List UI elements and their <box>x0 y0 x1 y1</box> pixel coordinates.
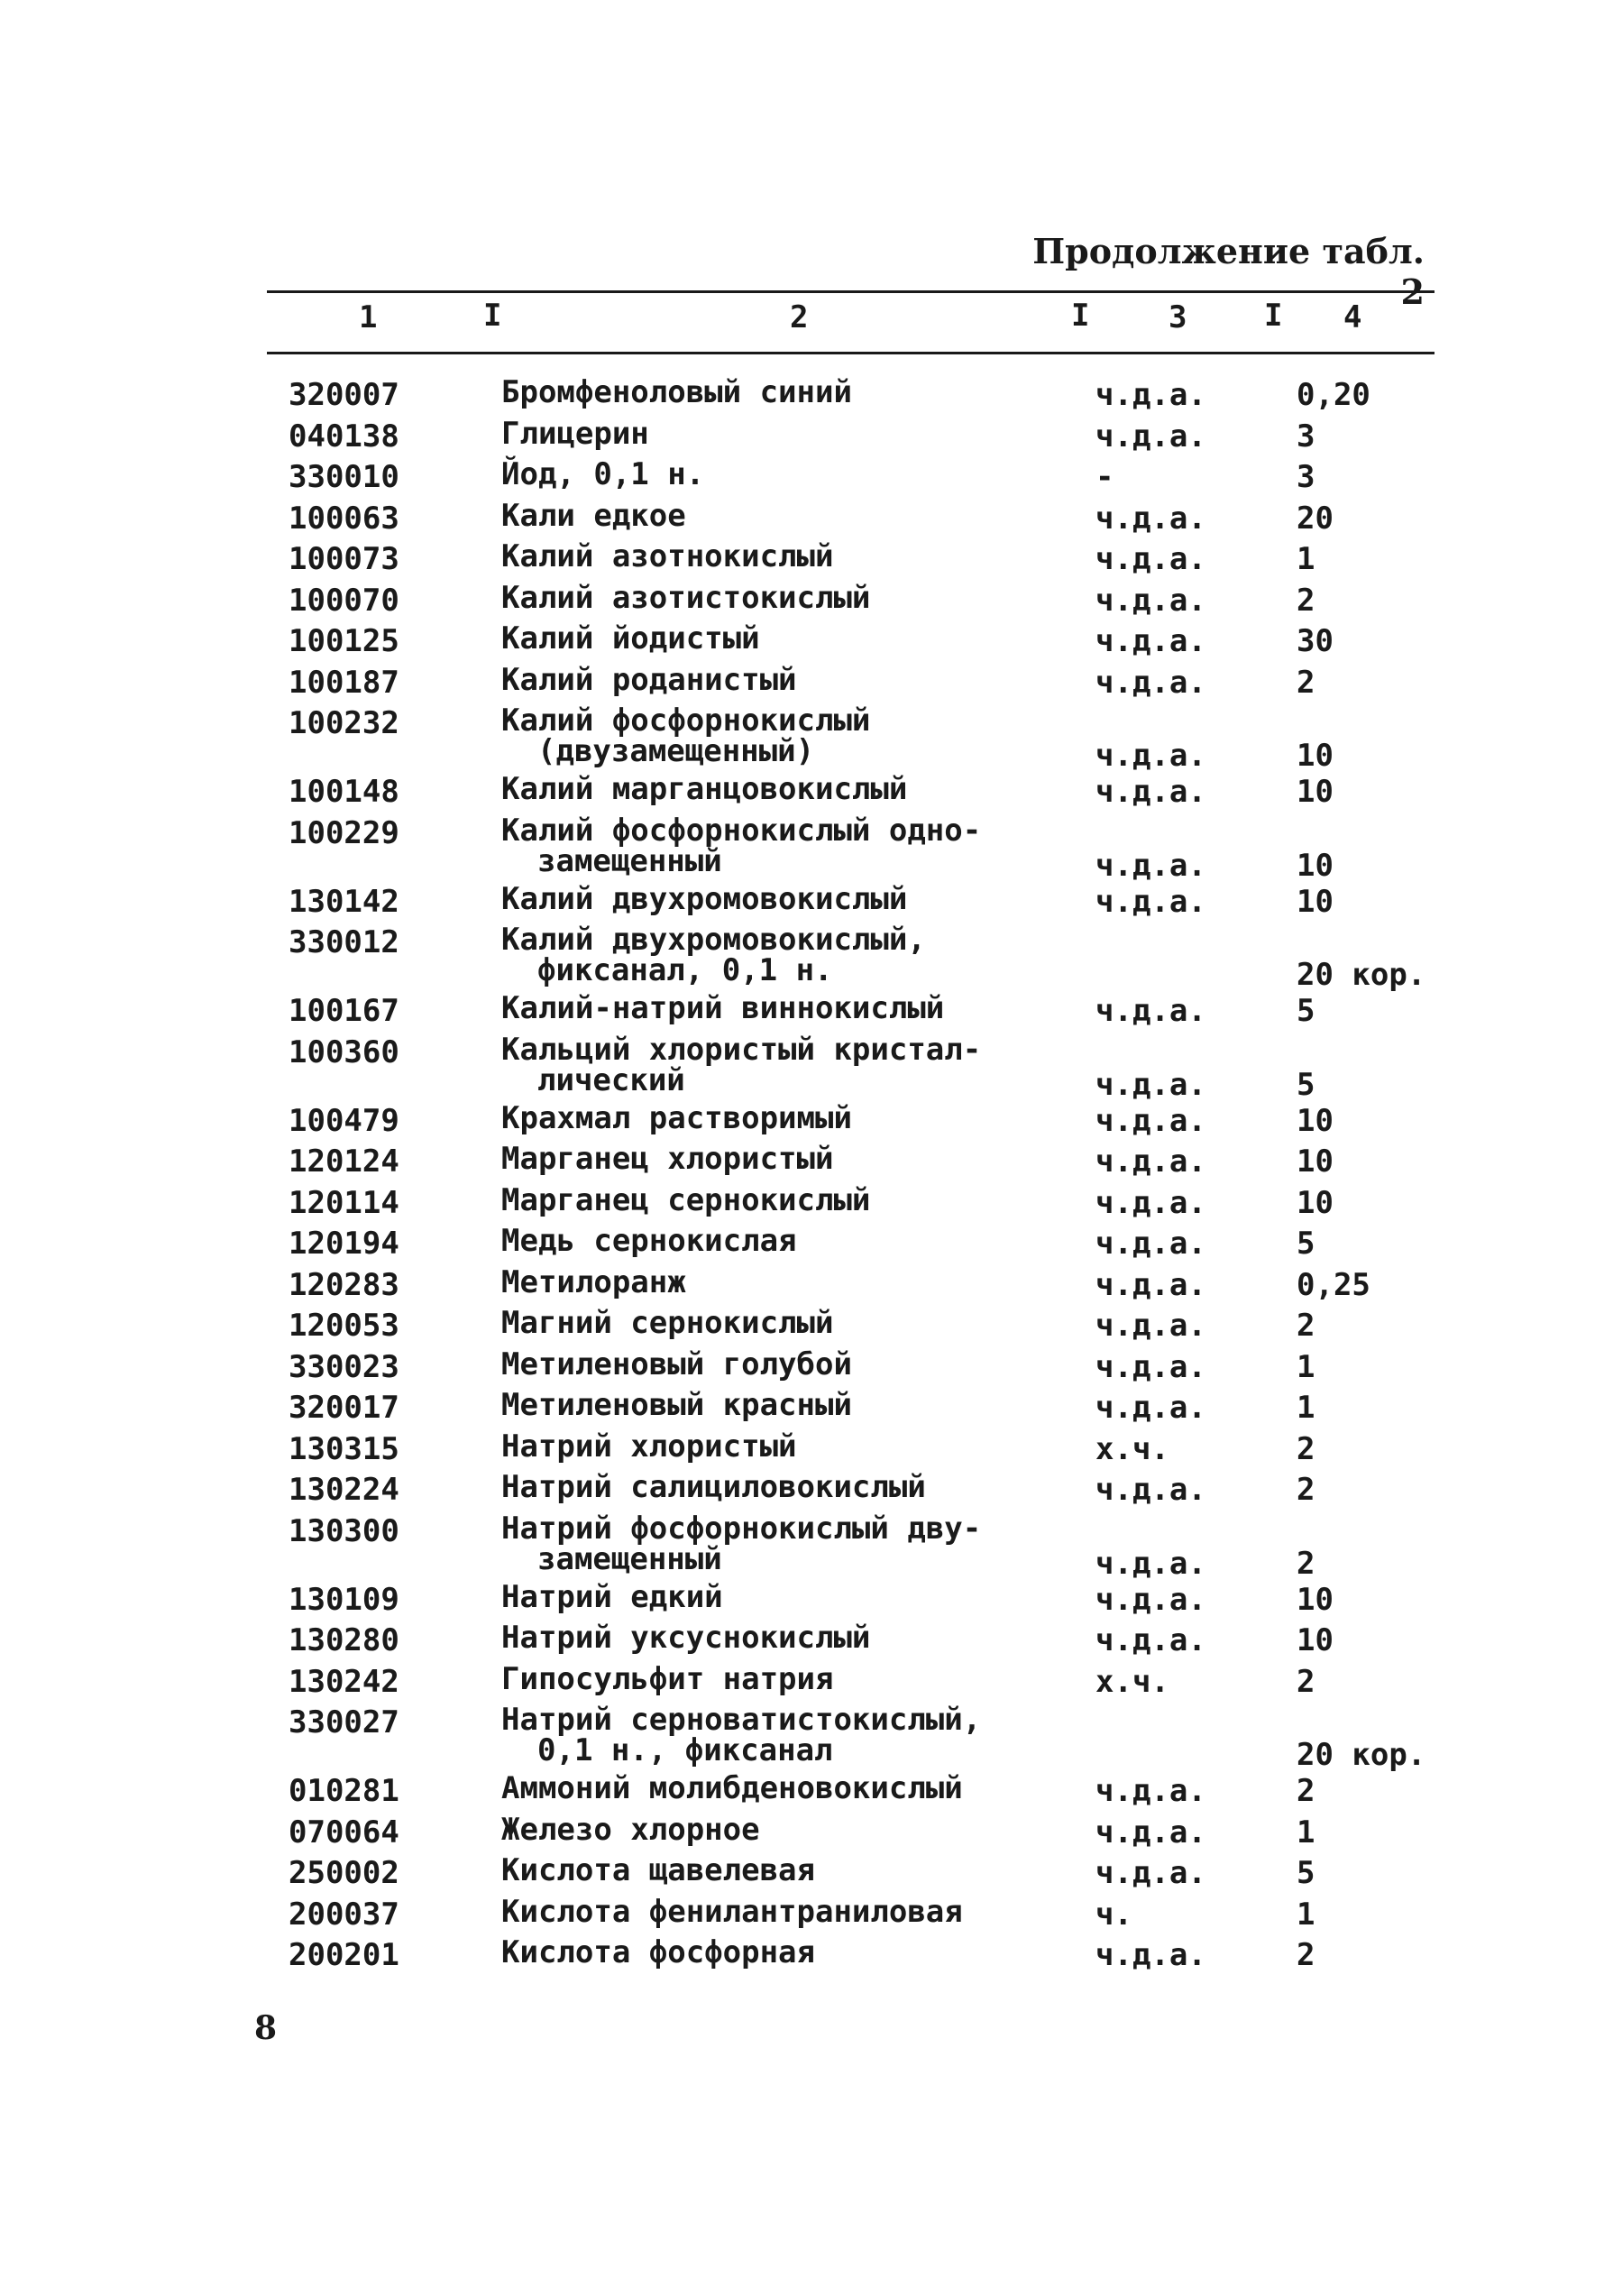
table-row <box>0 497 1604 542</box>
reagent-quantity: 10 <box>1297 1622 1334 1658</box>
reagent-quantity: 0,20 <box>1297 377 1370 413</box>
reagent-code: 120194 <box>289 1226 399 1262</box>
table-row <box>0 1387 1604 1431</box>
reagent-name-line: Кали едкое <box>501 497 686 534</box>
reagent-name-line: Натрий серноватистокислый, <box>501 1702 982 1738</box>
reagent-quantity: 1 <box>1297 1814 1315 1851</box>
column-header-2: 2 <box>790 299 809 335</box>
reagent-quantity: 1 <box>1297 1390 1315 1426</box>
reagent-code: 100232 <box>289 705 399 741</box>
reagent-name <box>501 1852 815 1888</box>
reagent-name-line: Калий двухромовокислый <box>501 880 908 917</box>
reagent-name <box>501 990 945 1026</box>
column-separator: I <box>1264 298 1283 334</box>
column-header-3: 3 <box>1169 299 1187 335</box>
table-row <box>0 1510 1604 1582</box>
table-row <box>0 1428 1604 1473</box>
reagent-grade: ч.д.а. <box>1095 1184 1206 1221</box>
reagent-name-line: замещенный <box>537 1540 722 1577</box>
table-row <box>0 1934 1604 1979</box>
reagent-quantity: 3 <box>1297 459 1315 495</box>
reagent-grade: - <box>1095 459 1114 495</box>
table-row <box>0 1811 1604 1856</box>
reagent-quantity: 10 <box>1297 1102 1334 1139</box>
reagent-grade: ч.д.а. <box>1095 1545 1206 1582</box>
reagent-grade: ч.д.а. <box>1095 1937 1206 1973</box>
reagent-code: 330010 <box>289 459 399 495</box>
reagent-name-line: Метиленовый голубой <box>501 1345 852 1382</box>
reagent-grade: ч.д.а. <box>1095 883 1206 920</box>
reagent-quantity: 2 <box>1297 1472 1315 1508</box>
reagent-code: 130300 <box>289 1512 399 1549</box>
reagent-name-line: 0,1 н., фиксанал <box>537 1732 833 1768</box>
table-row <box>0 812 1604 884</box>
reagent-name-line: Кислота фенилантраниловая <box>501 1893 963 1930</box>
reagent-quantity: 2 <box>1297 1308 1315 1344</box>
reagent-code: 100125 <box>289 623 399 659</box>
reagent-name <box>501 705 870 767</box>
reagent-grade: ч.д.а. <box>1095 993 1206 1029</box>
reagent-name-line: Кальций хлористый кристал- <box>501 1031 982 1068</box>
reagent-name <box>501 620 760 657</box>
reagent-quantity: 10 <box>1297 774 1334 810</box>
reagent-grade: ч.д.а. <box>1095 1226 1206 1262</box>
reagent-name <box>501 1578 723 1615</box>
reagent-name <box>501 497 686 534</box>
reagent-code: 120124 <box>289 1143 399 1180</box>
table-row <box>0 1469 1604 1513</box>
reagent-name-line: замещенный <box>537 842 722 879</box>
table-row <box>0 1660 1604 1705</box>
reagent-name <box>501 1811 760 1848</box>
table-continuation-caption: Продолжение табл. 2 <box>1032 231 1425 312</box>
reagent-grade: ч.д.а. <box>1095 1773 1206 1809</box>
reagent-name <box>501 1223 797 1259</box>
reagent-code: 330023 <box>289 1348 399 1385</box>
reagent-quantity: 1 <box>1297 1348 1315 1385</box>
reagent-name <box>501 1305 834 1341</box>
reagent-name <box>501 415 649 452</box>
reagent-code: 200037 <box>289 1896 399 1933</box>
reagent-name-line: Натрий уксуснокислый <box>501 1620 871 1656</box>
reagent-name <box>501 1387 852 1423</box>
reagent-grade: ч.д.а. <box>1095 1102 1206 1139</box>
table-row <box>0 1031 1604 1103</box>
reagent-quantity: 5 <box>1297 993 1315 1029</box>
reagent-code: 120114 <box>289 1184 399 1221</box>
reagent-code: 130142 <box>289 883 399 920</box>
reagent-name-line: Натрий салициловокислый <box>501 1469 926 1505</box>
table-row <box>0 374 1604 418</box>
reagent-quantity: 10 <box>1297 847 1334 884</box>
reagent-name-line: Крахмал растворимый <box>501 1099 852 1136</box>
reagent-name-line: Калий йодистый <box>501 620 760 657</box>
reagent-quantity: 5 <box>1297 1066 1315 1103</box>
reagent-name-line: (двузамещенный) <box>537 733 815 769</box>
reagent-name-line: Йод, 0,1 н. <box>501 456 705 492</box>
reagent-grade: ч.д.а. <box>1095 1066 1206 1103</box>
table-row <box>0 1263 1604 1309</box>
reagent-name-line: Железо хлорное <box>501 1811 760 1848</box>
reagent-code: 130109 <box>289 1581 399 1618</box>
table-row <box>0 579 1604 624</box>
reagent-name <box>501 1510 982 1577</box>
reagent-quantity: 20 кор. <box>1297 957 1426 993</box>
reagent-name-line: Калий фосфорнокислый одно- <box>501 812 982 849</box>
table-row <box>0 771 1604 815</box>
reagent-grade: х.ч. <box>1095 1430 1169 1467</box>
table-row <box>0 620 1604 665</box>
reagent-code: 100479 <box>289 1102 399 1139</box>
reagent-code: 010281 <box>289 1773 399 1809</box>
reagent-quantity: 1 <box>1297 1896 1315 1933</box>
reagent-code: 040138 <box>289 418 399 455</box>
reagent-name <box>501 880 908 917</box>
reagent-grade: ч.д.а. <box>1095 377 1206 413</box>
column-header-1: 1 <box>359 299 378 335</box>
reagent-code: 130315 <box>289 1430 399 1467</box>
reagent-name-line: Гипосульфит натрия <box>501 1660 834 1697</box>
reagent-quantity: 2 <box>1297 1663 1315 1700</box>
reagent-code: 120053 <box>289 1308 399 1344</box>
reagent-name <box>501 1141 834 1177</box>
reagent-quantity: 3 <box>1297 418 1315 455</box>
reagent-name <box>501 661 797 698</box>
reagent-name <box>501 1770 963 1806</box>
reagent-quantity: 20 кор. <box>1297 1737 1426 1773</box>
table-row <box>0 1852 1604 1896</box>
reagent-grade: ч.д.а. <box>1095 664 1206 701</box>
reagent-name <box>501 456 705 492</box>
reagent-grade: ч.д.а. <box>1095 1855 1206 1891</box>
reagent-name <box>501 1620 871 1656</box>
reagent-grade: ч.д.а. <box>1095 1348 1206 1385</box>
reagent-code: 120283 <box>289 1266 399 1303</box>
reagent-name-line: Кислота фосфорная <box>501 1934 815 1970</box>
reagent-name-line: Метиленовый красный <box>501 1387 852 1423</box>
table-header-rule <box>267 352 1434 354</box>
reagent-name <box>501 374 852 410</box>
reagent-grade: ч.д.а. <box>1095 1472 1206 1508</box>
reagent-code: 130242 <box>289 1663 399 1700</box>
reagent-name-line: Аммоний молибденовокислый <box>501 1770 963 1806</box>
table-row <box>0 456 1604 501</box>
reagent-name-line: Магний сернокислый <box>501 1305 834 1341</box>
reagent-code: 320017 <box>289 1390 399 1426</box>
column-header-4: 4 <box>1343 299 1362 335</box>
table-row <box>0 1578 1604 1623</box>
reagent-quantity: 2 <box>1297 1937 1315 1973</box>
reagent-code: 100360 <box>289 1033 399 1070</box>
reagent-name-line: Бромфеноловый синий <box>501 374 852 410</box>
reagent-grade: ч.д.а. <box>1095 1308 1206 1344</box>
reagent-name <box>501 924 926 986</box>
reagent-quantity: 1 <box>1297 541 1315 577</box>
table-row <box>0 1143 1604 1185</box>
table-row <box>0 705 1604 774</box>
reagent-name <box>501 1181 871 1218</box>
reagent-name <box>501 1934 815 1970</box>
reagent-name-line: Медь сернокислая <box>501 1223 797 1259</box>
reagent-quantity: 2 <box>1297 1773 1315 1809</box>
reagent-name <box>501 1660 834 1697</box>
reagent-name <box>501 538 834 574</box>
reagent-name-line: Натрий хлористый <box>501 1428 797 1465</box>
reagent-code: 250002 <box>289 1855 399 1891</box>
column-separator: I <box>483 298 502 334</box>
page-number: 8 <box>254 2009 278 2047</box>
reagent-code: 330012 <box>289 924 399 960</box>
reagent-grade: ч.д.а. <box>1095 847 1206 884</box>
reagent-quantity: 5 <box>1297 1226 1315 1262</box>
reagent-grade: ч.д.а. <box>1095 541 1206 577</box>
reagent-quantity: 10 <box>1297 1581 1334 1618</box>
reagent-name-line: Калий-натрий виннокислый <box>501 990 945 1026</box>
reagent-code: 330027 <box>289 1704 399 1740</box>
reagent-name <box>501 771 908 807</box>
reagent-code: 100063 <box>289 500 399 537</box>
reagent-name-line: Калий марганцовокислый <box>501 771 908 807</box>
reagent-name <box>501 1704 981 1766</box>
reagent-name <box>501 1345 852 1382</box>
table-row <box>0 1181 1604 1226</box>
table-row <box>0 1622 1604 1664</box>
reagent-code: 100187 <box>289 664 399 701</box>
reagent-grade: х.ч. <box>1095 1663 1169 1700</box>
reagent-name-line: Марганец хлористый <box>501 1141 834 1177</box>
reagent-name-line: Калий роданистый <box>501 661 797 698</box>
reagent-name <box>501 1031 982 1098</box>
reagent-code: 100148 <box>289 774 399 810</box>
table-body <box>0 374 1604 1979</box>
reagent-quantity: 10 <box>1297 1143 1334 1180</box>
reagent-grade: ч.д.а. <box>1095 1581 1206 1618</box>
reagent-quantity: 10 <box>1297 738 1334 774</box>
table-row <box>0 990 1604 1034</box>
reagent-quantity: 20 <box>1297 500 1334 537</box>
table-top-rule <box>267 290 1434 293</box>
reagent-grade: ч.д.а. <box>1095 500 1206 537</box>
reagent-quantity: 0,25 <box>1297 1266 1370 1303</box>
reagent-grade: ч.д.а. <box>1095 738 1206 774</box>
reagent-grade: ч.д.а. <box>1095 1266 1206 1303</box>
reagent-grade: ч.д.а. <box>1095 623 1206 659</box>
reagent-code: 100070 <box>289 582 399 619</box>
reagent-name <box>501 812 982 879</box>
reagent-grade: ч.д.а. <box>1095 1622 1206 1658</box>
reagent-quantity: 2 <box>1297 1545 1315 1582</box>
reagent-name-line: Натрий едкий <box>501 1578 723 1615</box>
reagent-name-line: Калий азотнокислый <box>501 538 834 574</box>
reagent-grade: ч.д.а. <box>1095 774 1206 810</box>
reagent-name <box>501 1263 686 1300</box>
reagent-code: 100073 <box>289 541 399 577</box>
reagent-grade: ч.д.а. <box>1095 418 1206 455</box>
table-row <box>0 661 1604 706</box>
table-row <box>0 538 1604 583</box>
reagent-grade: ч.д.а. <box>1095 582 1206 619</box>
reagent-name-line: Калий фосфорнокислый <box>501 703 871 739</box>
reagent-name-line: Кислота щавелевая <box>501 1852 815 1888</box>
table-row <box>0 1099 1604 1144</box>
reagent-code: 100229 <box>289 814 399 851</box>
table-row <box>0 1223 1604 1267</box>
reagent-name-line: Натрий фосфорнокислый дву- <box>501 1510 982 1547</box>
table-row <box>0 1704 1604 1773</box>
reagent-name-line: Глицерин <box>501 415 649 452</box>
column-separator: I <box>1071 298 1090 334</box>
reagent-quantity: 30 <box>1297 623 1334 659</box>
reagent-quantity: 2 <box>1297 1430 1315 1467</box>
reagent-name-line: фиксанал, 0,1 н. <box>537 952 833 988</box>
reagent-code: 130224 <box>289 1472 399 1508</box>
reagent-code: 320007 <box>289 377 399 413</box>
reagent-name <box>501 1469 926 1505</box>
reagent-quantity: 10 <box>1297 883 1334 920</box>
reagent-grade: ч.д.а. <box>1095 1143 1206 1180</box>
reagent-name-line: Калий двухромовокислый, <box>501 922 926 958</box>
reagent-code: 130280 <box>289 1622 399 1658</box>
reagent-code: 200201 <box>289 1937 399 1973</box>
reagent-code: 070064 <box>289 1814 399 1851</box>
table-row <box>0 924 1604 993</box>
reagent-name <box>501 579 871 616</box>
reagent-grade: ч.д.а. <box>1095 1814 1206 1851</box>
reagent-name-line: лический <box>537 1061 685 1098</box>
reagent-quantity: 10 <box>1297 1184 1334 1221</box>
reagent-name-line: Марганец сернокислый <box>501 1181 871 1218</box>
reagent-name <box>501 1893 963 1930</box>
reagent-name-line: Калий азотистокислый <box>501 579 871 616</box>
reagent-name <box>501 1099 852 1136</box>
reagent-quantity: 2 <box>1297 664 1315 701</box>
table-row <box>0 1345 1604 1391</box>
table-row <box>0 880 1604 925</box>
reagent-grade: ч. <box>1095 1896 1132 1933</box>
table-row <box>0 1305 1604 1349</box>
table-row <box>0 1770 1604 1814</box>
reagent-name <box>501 1428 797 1465</box>
reagent-quantity: 5 <box>1297 1855 1315 1891</box>
reagent-grade: ч.д.а. <box>1095 1390 1206 1426</box>
reagent-quantity: 2 <box>1297 582 1315 619</box>
reagent-name-line: Метилоранж <box>501 1263 686 1300</box>
table-row <box>0 415 1604 460</box>
reagent-code: 100167 <box>289 993 399 1029</box>
table-row <box>0 1893 1604 1938</box>
